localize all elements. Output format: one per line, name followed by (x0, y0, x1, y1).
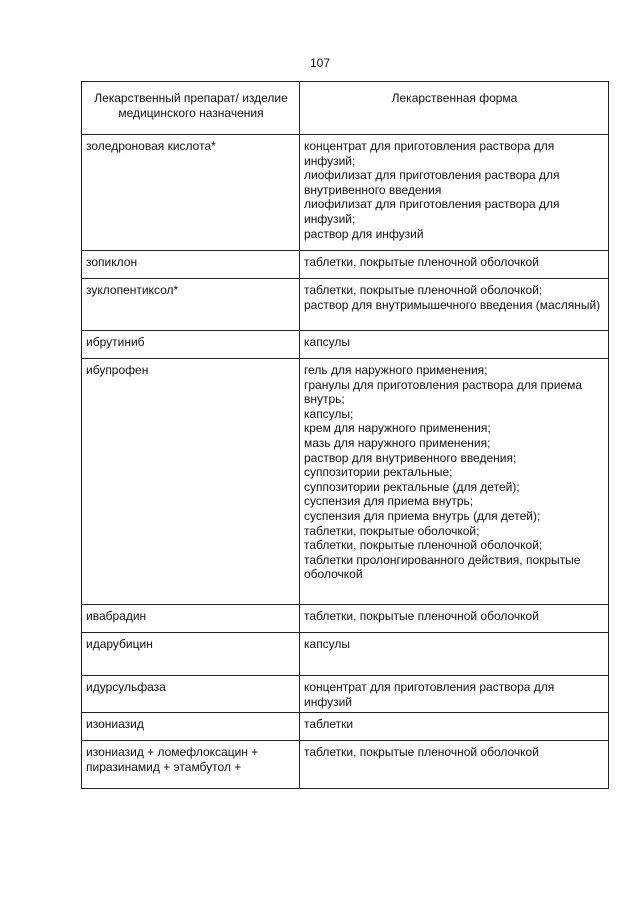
table-row (82, 279, 609, 331)
dosage-form-item: суппозитории ректальные (для детей); (304, 479, 520, 494)
table-row (82, 135, 609, 251)
dosage-form-cell (300, 676, 609, 713)
dosage-form-cell (300, 713, 609, 741)
dosage-form-item: лиофилизат для приготовления раствора для инфузий; (304, 197, 560, 226)
dosage-form-item: крем для наружного применения; (304, 421, 491, 436)
drug-name-cell: изониазид (82, 713, 300, 741)
table-row (82, 251, 609, 279)
dosage-form-item: таблетки, покрытые пленочной оболочкой; (304, 538, 543, 553)
drug-name-cell: золедроновая кислота* (82, 135, 300, 251)
dosage-form-item: концентрат для приготовления раствора для инфузий; (304, 139, 555, 168)
drug-name-cell: ибупрофен (82, 359, 300, 605)
dosage-form-cell (300, 359, 609, 605)
dosage-form-cell (300, 251, 609, 279)
table-body (82, 135, 609, 789)
page-number: 107 (309, 56, 331, 70)
dosage-form-item: таблетки, покрытые пленочной оболочкой (304, 745, 539, 760)
dosage-form-item: раствор для внутримышечного введения (масляный) (304, 297, 601, 312)
table-row (82, 605, 609, 633)
dosage-form-item: таблетки (304, 717, 354, 732)
dosage-form-item: лиофилизат для приготовления раствора для внутривенного введения (304, 168, 560, 197)
table-row (82, 741, 609, 789)
drug-name-cell: зопиклон (82, 251, 300, 279)
dosage-form-cell (300, 605, 609, 633)
dosage-form-item: суспензия для приема внутрь (для детей); (304, 508, 541, 523)
dosage-form-item: мазь для наружного применения; (304, 435, 491, 450)
table-row (82, 676, 609, 713)
table-row (82, 359, 609, 605)
dosage-form-item: капсулы; (304, 406, 354, 421)
dosage-form-item: таблетки, покрытые пленочной оболочкой (304, 255, 539, 269)
dosage-form-item: суспензия для приема внутрь; (304, 494, 474, 509)
header-drug: Лекарственный препарат/ изделие медицинского назначения (82, 82, 300, 135)
drug-name-cell: зуклопентиксол* (82, 279, 300, 331)
dosage-form-item: гранулы для приготовления раствора для приема внутрь; (304, 377, 583, 407)
header-form: Лекарственная форма (300, 82, 609, 135)
dosage-form-item: концентрат для приготовления раствора для инфузий (304, 680, 555, 709)
dosage-form-item: таблетки, покрытые оболочкой; (304, 523, 480, 538)
dosage-form-item: раствор для внутривенного введения; (304, 450, 517, 465)
dosage-form-item: таблетки пролонгированного действия, покрытые оболочкой (304, 552, 581, 582)
dosage-form-item: таблетки, покрытые пленочной оболочкой (304, 609, 539, 623)
table-row (82, 713, 609, 741)
dosage-form-item: гель для наружного применения; (304, 363, 488, 377)
drug-table (81, 81, 609, 789)
table-row (82, 331, 609, 359)
dosage-form-cell (300, 279, 609, 331)
dosage-form-cell (300, 741, 609, 789)
drug-name-cell: ибрутиниб (82, 331, 300, 359)
dosage-form-item: раствор для инфузий (304, 226, 424, 241)
dosage-form-cell (300, 633, 609, 676)
drug-name-cell: ивабрадин (82, 605, 300, 633)
dosage-form-cell (300, 135, 609, 251)
table-header-row (82, 82, 609, 135)
drug-name-cell: идарубицин (82, 633, 300, 676)
table-row (82, 633, 609, 676)
dosage-form-item: таблетки, покрытые пленочной оболочкой; (304, 283, 543, 297)
drug-name-cell: идурсульфаза (82, 676, 300, 713)
dosage-form-item: суппозитории ректальные; (304, 465, 453, 480)
dosage-form-item: капсулы (304, 637, 351, 651)
dosage-form-cell (300, 331, 609, 359)
dosage-form-item: капсулы (304, 335, 351, 349)
drug-name-cell: изониазид + ломефлоксацин + пиразинамид + этамбутол + (82, 741, 300, 789)
